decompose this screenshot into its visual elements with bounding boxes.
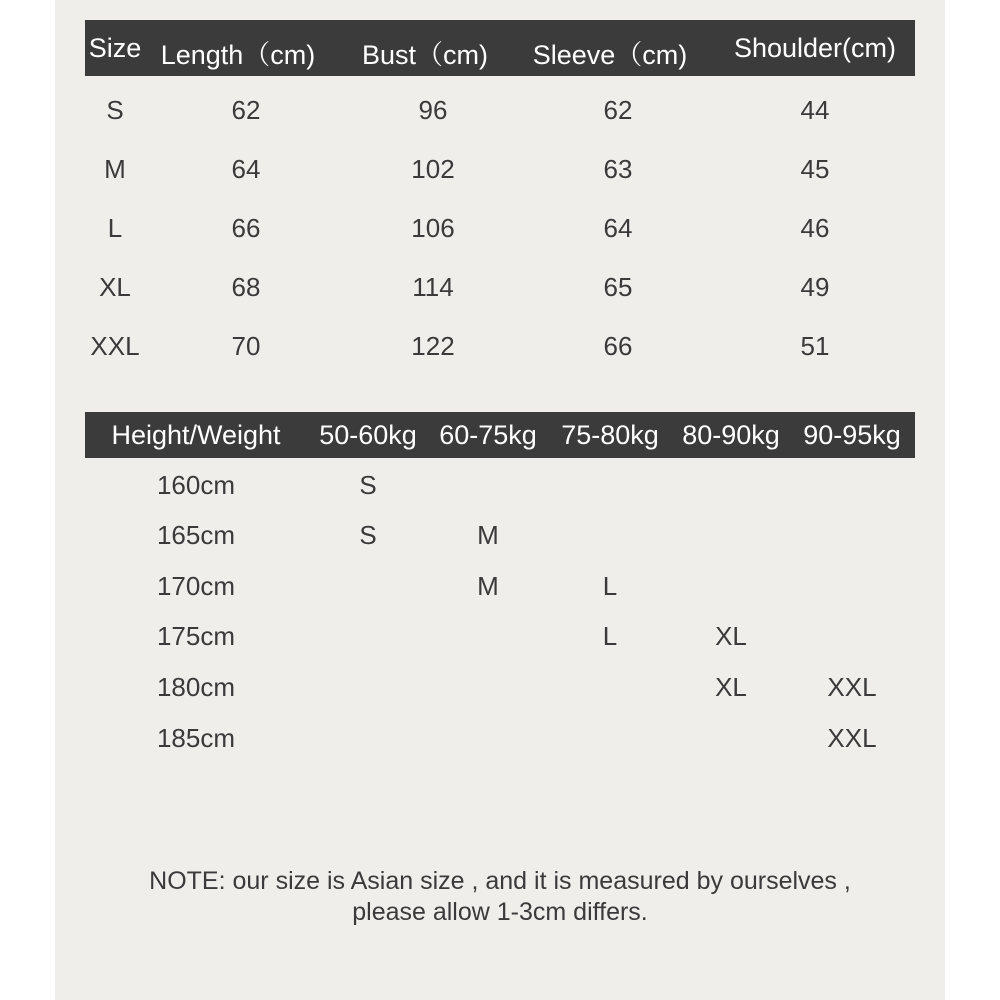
size-cell: XXL (90, 331, 140, 361)
table-row (85, 621, 915, 661)
header-weight-50-60: 50-60kg (319, 420, 417, 450)
bust-cell: 102 (411, 154, 455, 184)
fit-cell: M (477, 520, 499, 550)
header-height-weight: Height/Weight (111, 420, 281, 450)
table-row (85, 272, 915, 312)
fit-cell: XL (715, 621, 747, 651)
fit-cell: S (359, 470, 377, 500)
sleeve-cell: 66 (603, 331, 633, 361)
table-row (85, 520, 915, 560)
header-weight-90-95: 90-95kg (803, 420, 901, 450)
table-row (85, 470, 915, 510)
fit-cell: XL (715, 672, 747, 702)
size-cell: XL (99, 272, 131, 302)
sleeve-cell: 65 (603, 272, 633, 302)
table-row (85, 213, 915, 253)
header-weight-80-90: 80-90kg (682, 420, 780, 450)
size-chart-header (85, 20, 915, 76)
fit-chart-header (85, 412, 915, 458)
header-weight-60-75: 60-75kg (439, 420, 537, 450)
size-cell: S (106, 95, 124, 125)
shoulder-cell: 51 (800, 331, 830, 361)
height-cell: 170cm (156, 571, 236, 601)
height-cell: 180cm (156, 672, 236, 702)
height-cell: 175cm (156, 621, 236, 651)
table-row (85, 723, 915, 763)
fit-cell: XXL (827, 672, 877, 702)
length-cell: 66 (231, 213, 261, 243)
bust-cell: 122 (411, 331, 455, 361)
note-line-1: NOTE: our size is Asian size , and it is measured by ourselves , (149, 867, 851, 895)
shoulder-cell: 49 (800, 272, 830, 302)
length-cell: 68 (231, 272, 261, 302)
sleeve-cell: 63 (603, 154, 633, 184)
sleeve-cell: 64 (603, 213, 633, 243)
shoulder-cell: 46 (800, 213, 830, 243)
fit-cell: XXL (827, 723, 877, 753)
bust-cell: 114 (412, 272, 454, 302)
size-cell: M (104, 154, 126, 184)
size-cell: L (107, 213, 123, 243)
bust-cell: 96 (418, 95, 448, 125)
sleeve-cell: 62 (603, 95, 633, 125)
fit-cell: S (359, 520, 377, 550)
fit-cell: L (602, 571, 618, 601)
header-bust: Bust（cm) (361, 40, 489, 70)
table-row (85, 571, 915, 611)
note-line-2: please allow 1-3cm differs. (352, 898, 648, 926)
header-length: Length（cm) (160, 40, 316, 70)
height-cell: 185cm (156, 723, 236, 753)
table-row (85, 672, 915, 712)
length-cell: 64 (231, 154, 261, 184)
shoulder-cell: 45 (800, 154, 830, 184)
length-cell: 70 (231, 331, 261, 361)
table-row (85, 154, 915, 194)
header-weight-75-80: 75-80kg (561, 420, 659, 450)
table-row (85, 331, 915, 371)
height-cell: 165cm (156, 520, 236, 550)
table-row (85, 95, 915, 135)
fit-cell: M (477, 571, 499, 601)
fit-cell: L (602, 621, 618, 651)
bust-cell: 106 (411, 213, 455, 243)
header-sleeve: Sleeve（cm) (532, 40, 688, 70)
size-note (55, 866, 945, 928)
header-size: Size (88, 33, 142, 63)
height-cell: 160cm (156, 470, 236, 500)
length-cell: 62 (231, 95, 261, 125)
header-shoulder: Shoulder(cm) (733, 33, 897, 63)
shoulder-cell: 44 (800, 95, 830, 125)
